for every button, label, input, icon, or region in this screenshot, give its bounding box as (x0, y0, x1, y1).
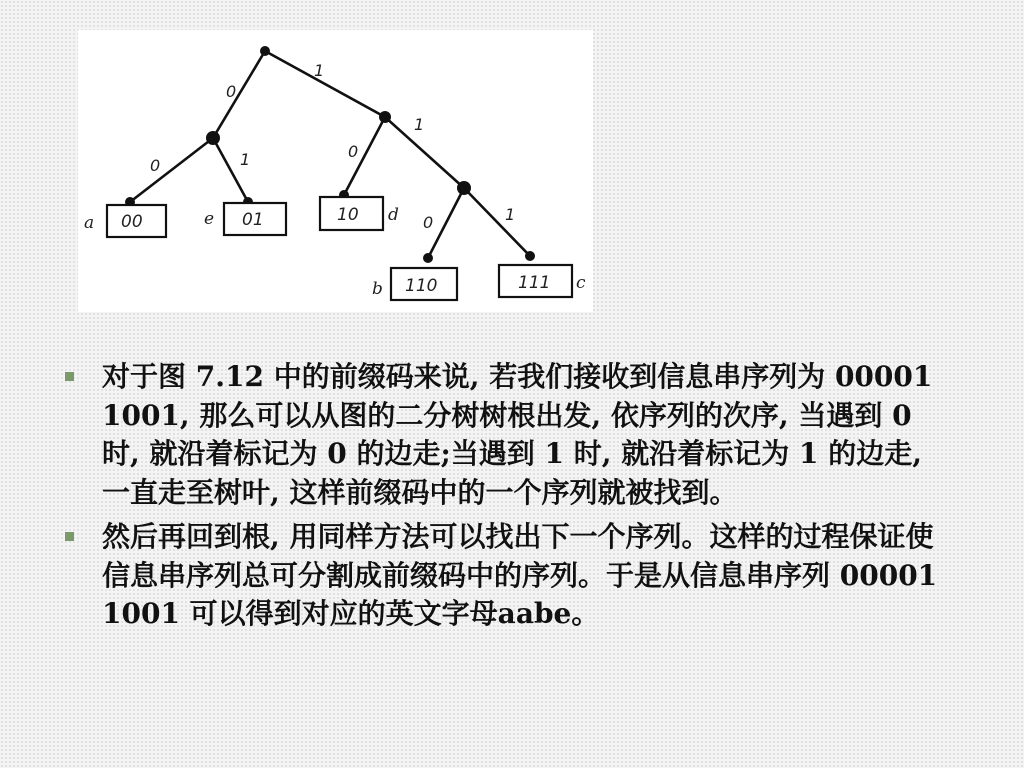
edge-n1-right (385, 117, 464, 188)
edge-label-n0-left: 0 (150, 156, 161, 175)
leaf-code-d: 10 (337, 205, 359, 225)
bullet-item-2 (62, 518, 962, 634)
tree-node-110 (423, 253, 433, 263)
edge-label-n1-right: 1 (414, 115, 425, 134)
leaf-name-e: e (204, 209, 215, 229)
tree-node-111 (525, 251, 535, 261)
edge-root-right (265, 51, 385, 117)
edge-label-n11-right: 1 (505, 205, 516, 224)
prefix-code-tree-figure (78, 30, 593, 312)
leaf-code-e: 01 (242, 210, 264, 230)
bullet-square-icon (65, 372, 74, 381)
bullet-item-1 (62, 358, 962, 512)
edge-label-n1-left: 0 (348, 142, 359, 161)
tree-node-11 (457, 181, 471, 195)
tree-node-0 (206, 131, 220, 145)
edge-root-left (213, 51, 265, 138)
edge-n0-left (130, 138, 213, 202)
tree-node-root (260, 46, 270, 56)
leaf-name-a: a (84, 213, 95, 233)
leaf-name-b: b (372, 279, 383, 299)
edge-n0-right (213, 138, 251, 202)
edge-label-root-left: 0 (226, 82, 237, 101)
edge-n11-left (428, 188, 464, 258)
leaf-code-c: 111 (518, 273, 551, 293)
leaf-code-a: 00 (121, 212, 143, 232)
leaf-code-b: 110 (405, 276, 438, 296)
leaf-name-c: c (576, 273, 586, 293)
bullet-square-icon (65, 532, 74, 541)
bullet-text-1: 对于图 7.12 中的前缀码来说, 若我们接收到信息串序列为 000011001, 那么可以从图的二分树树根出发, 依序列的次序, 当遇到 0 时, 就沿着标记为 0 的边走;当遇到 1 时, 就沿着标记为 1 的边走, 一直走至树叶, 这样前缀码中的一个序列就被找到。 (102, 360, 933, 509)
tree-node-1 (379, 111, 391, 123)
edge-label-n11-left: 0 (423, 213, 434, 232)
edge-label-n0-right: 1 (240, 150, 251, 169)
bullet-list (62, 358, 962, 634)
edge-n11-right (464, 188, 530, 256)
edge-label-root-right: 1 (314, 61, 325, 80)
leaf-name-d: d (388, 205, 399, 225)
bullet-text-2: 然后再回到根, 用同样方法可以找出下一个序列。这样的过程保证使信息串序列总可分割成前缀码中的序列。于是从信息串序列 000011001 可以得到对应的英文字母aabe。 (102, 520, 938, 630)
binary-tree-diagram (78, 30, 593, 312)
